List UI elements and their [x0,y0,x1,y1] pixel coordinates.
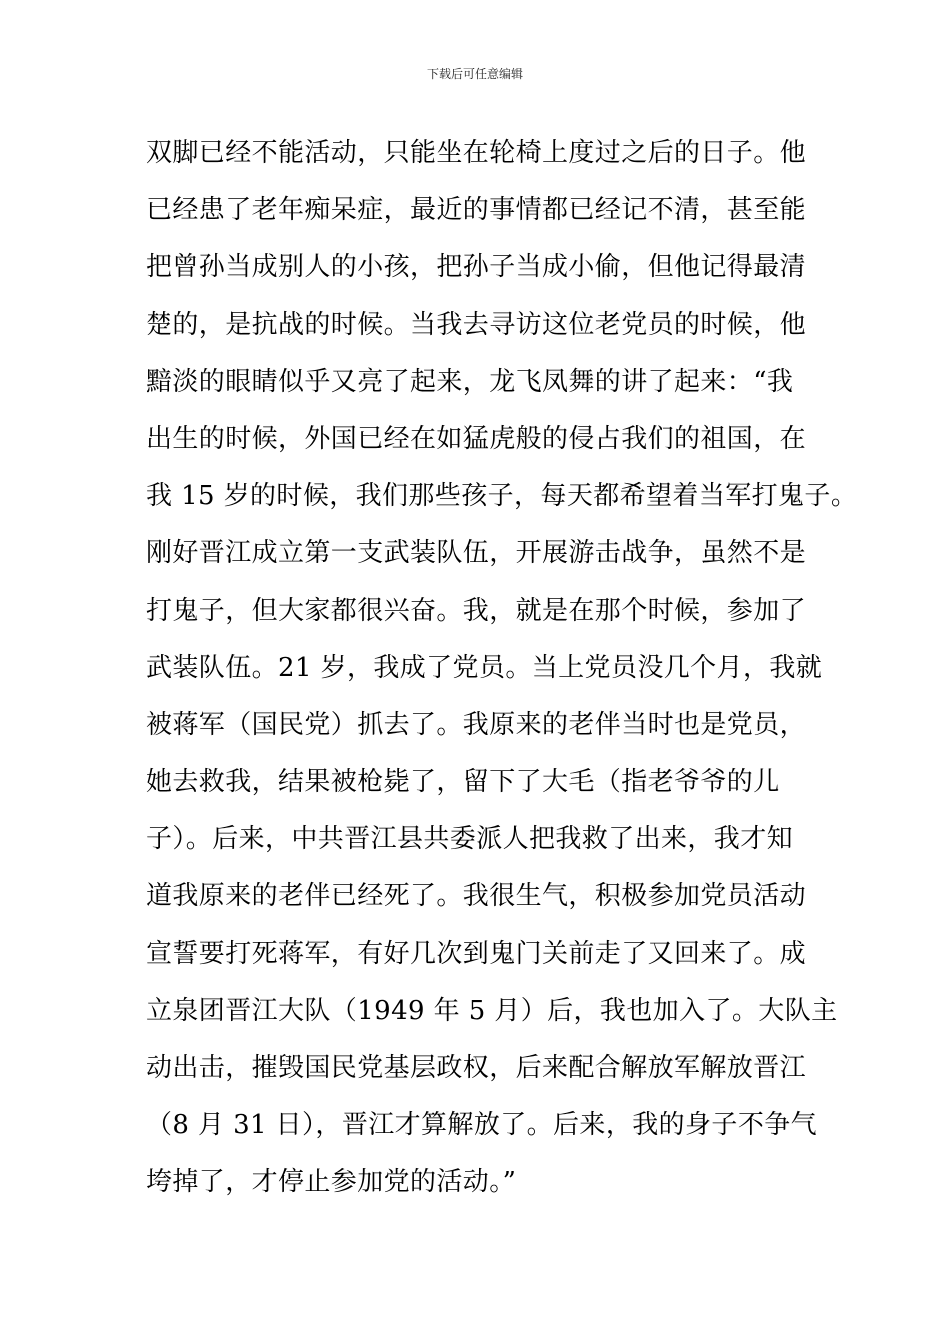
text-line: 垮掉了，才停止参加党的活动。” [146,1167,517,1198]
text-line: 已经患了老年痴呆症，最近的事情都已经记不清，甚至能 [146,195,807,226]
page-header: 下载后可任意编辑 [426,67,523,81]
text-line: 动出击，摧毁国民党基层政权，后来配合解放军解放晋江 [146,1053,807,1083]
text-line: （8 月 31 日），晋江才算解放了。后来，我的身子不争气 [146,1110,818,1141]
text-line: 立泉团晋江大队（1949 年 5 月）后，我也加入了。大队主 [146,995,838,1026]
text-line: 她去救我，结果被枪毙了，留下了大毛（指老爷爷的儿 [146,767,780,798]
text-line: 我 15 岁的时候，我们那些孩子，每天都希望着当军打鬼子。 [146,481,858,512]
text-line: 黯淡的眼睛似乎又亮了起来，龙飞凤舞的讲了起来：“我 [146,366,794,397]
document-body [146,132,866,1219]
text-line: 武装队伍。21 岁，我成了党员。当上党员没几个月，我就 [146,652,823,683]
text-line: 出生的时候，外国已经在如猛虎般的侵占我们的祖国，在 [146,423,807,454]
text-line: 宣誓要打死蒋军，有好几次到鬼门关前走了又回来了。成 [146,938,807,969]
text-line: 被蒋军（国民党）抓去了。我原来的老伴当时也是党员， [146,709,807,740]
text-line: 道我原来的老伴已经死了。我很生气，积极参加党员活动 [146,881,807,912]
text-line: 双脚已经不能活动，只能坐在轮椅上度过之后的日子。他 [146,138,807,168]
text-line: 楚的，是抗战的时候。当我去寻访这位老党员的时候，他 [146,309,807,340]
text-line: 打鬼子，但大家都很兴奋。我，就是在那个时候，参加了 [146,595,807,626]
text-line: 刚好晋江成立第一支武装队伍，开展游击战争，虽然不是 [146,538,807,569]
text-line: 把曾孙当成别人的小孩，把孙子当成小偷，但他记得最清 [146,252,807,283]
text-line: 子）。后来，中共晋江县共委派人把我救了出来，我才知 [146,824,794,855]
